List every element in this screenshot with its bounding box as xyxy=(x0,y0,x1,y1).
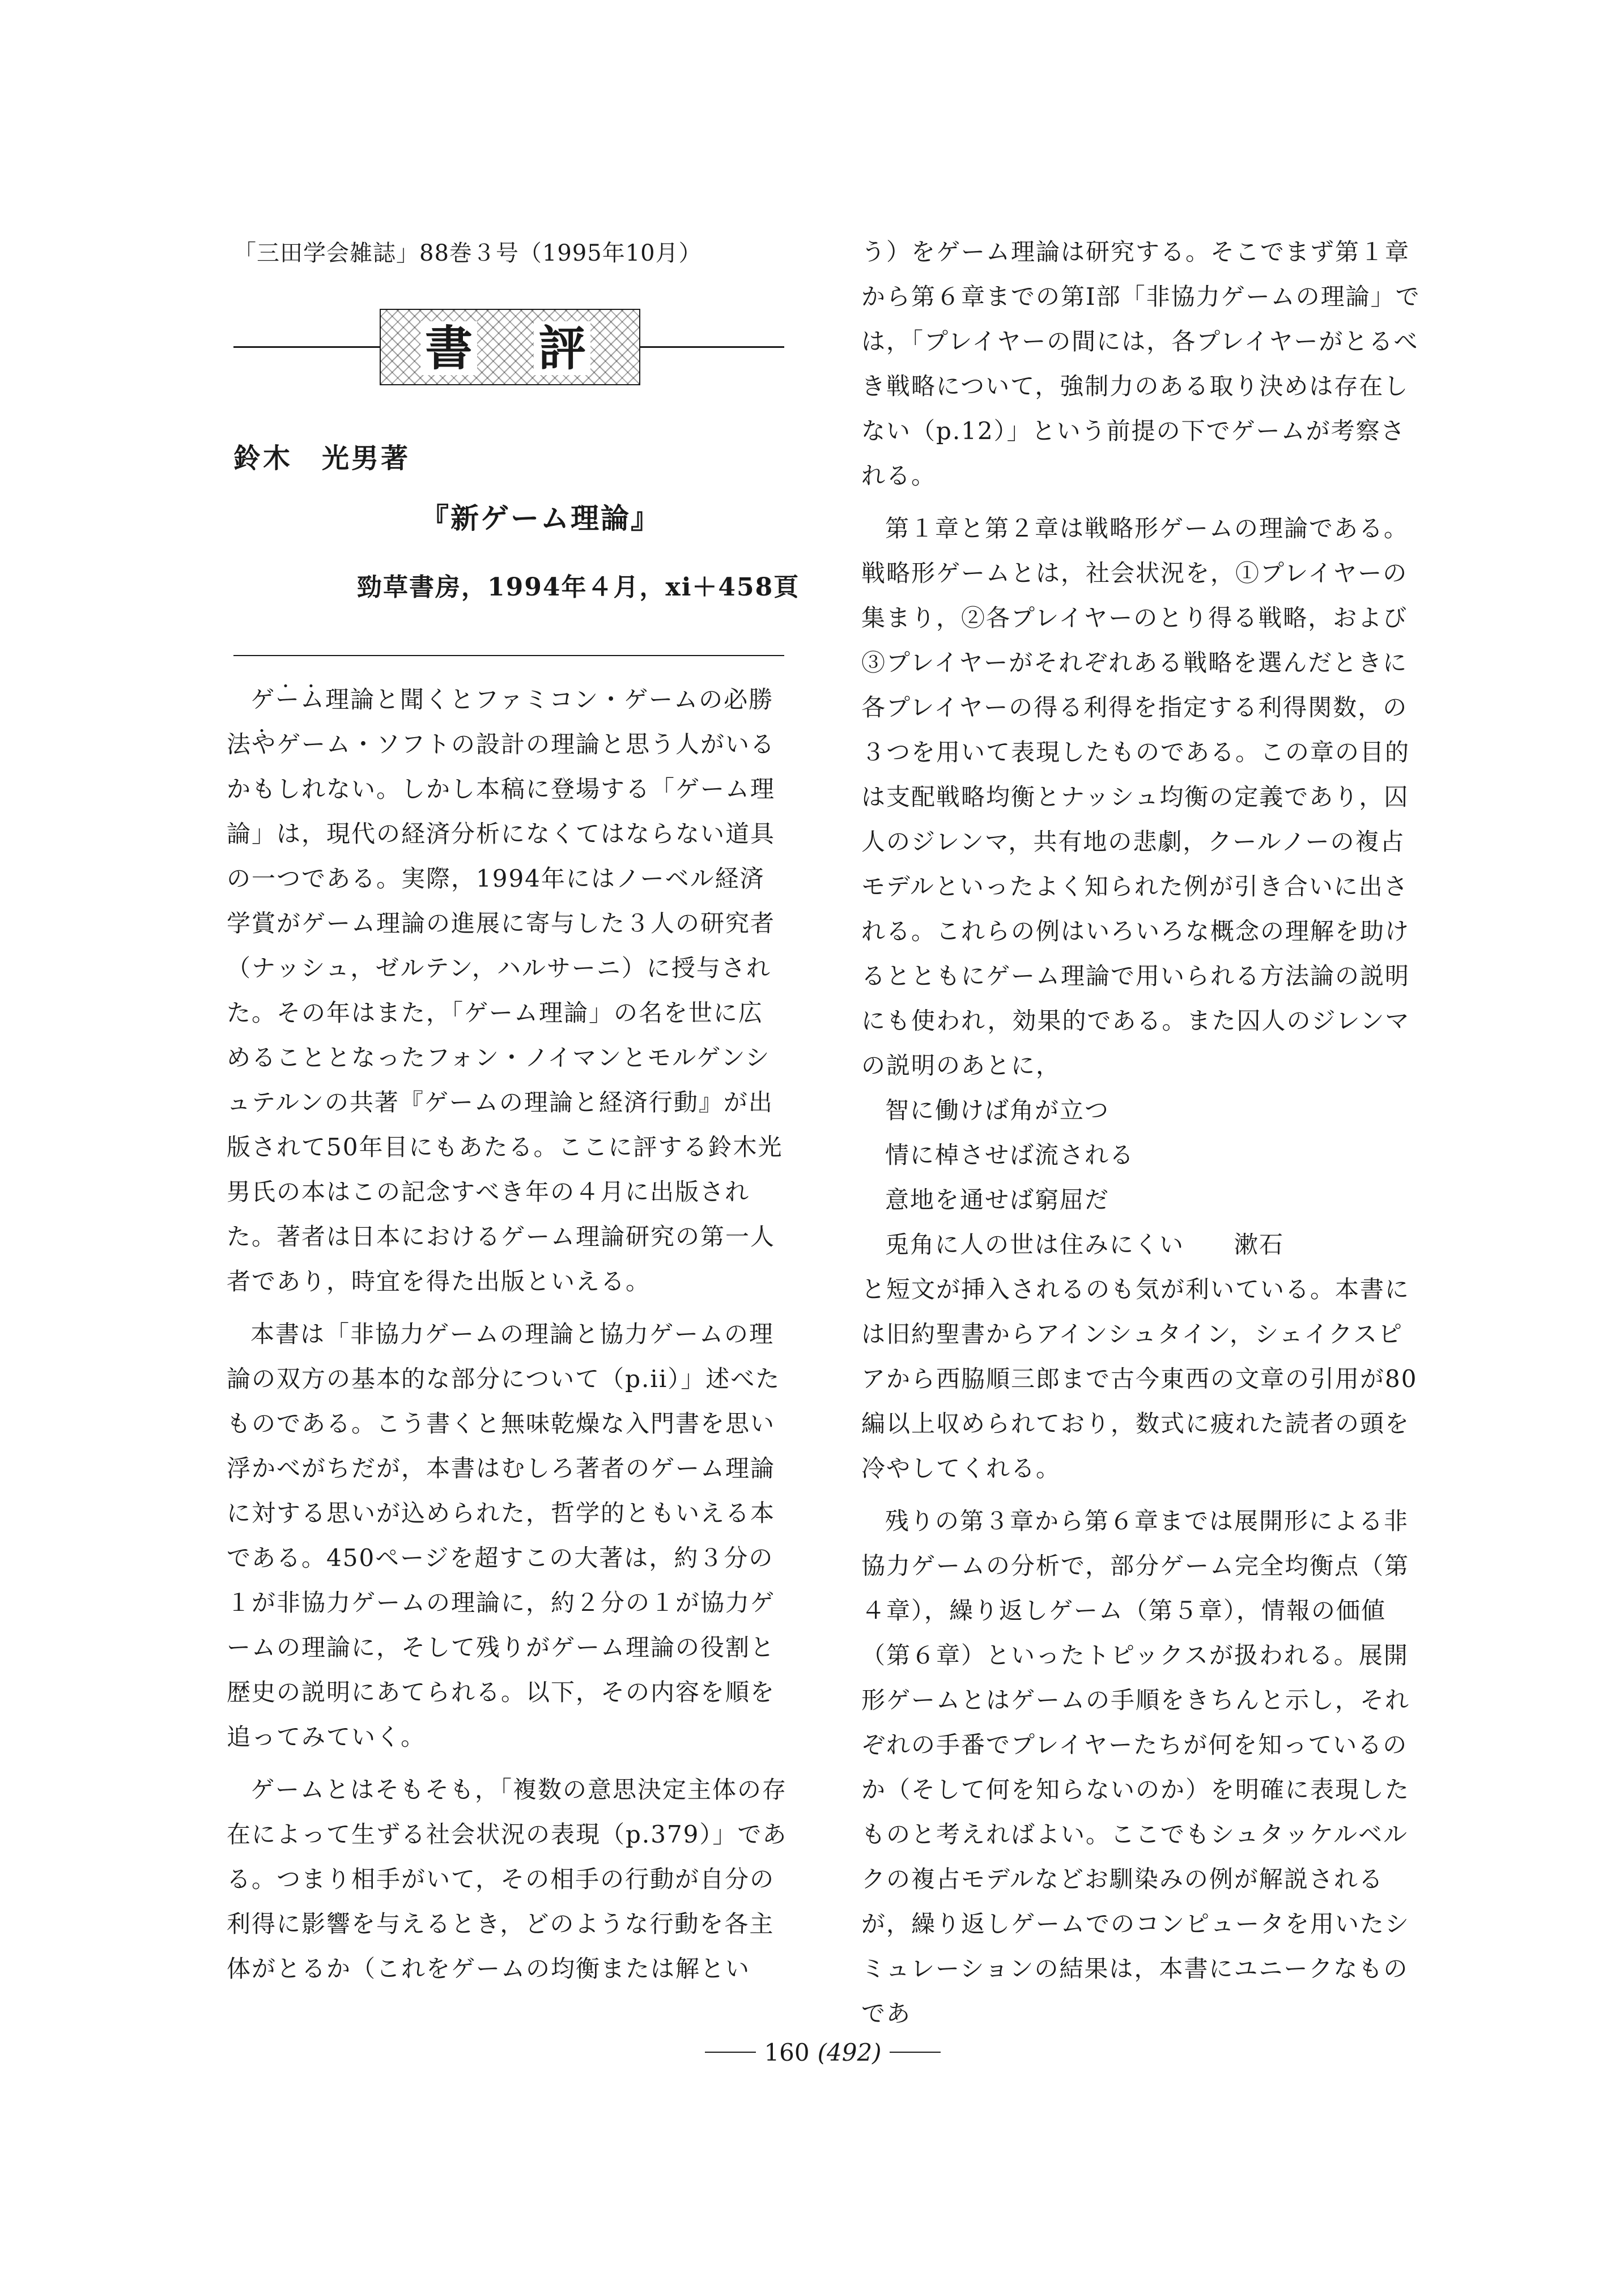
verse-line: 兎角に人の世は住みにくい 漱石 xyxy=(885,1231,1285,1258)
emphasized-word: ・ ・ ・ ゲーム xyxy=(250,686,325,713)
right-column xyxy=(861,229,1422,2036)
verse-line: 意地を通せば窮屈だ xyxy=(885,1186,1110,1214)
paragraph-7: 残りの第３章から第６章までは展開形による非協力ゲームの分析で，部分ゲーム完全均衡点（第４章），繰り返しゲーム（第５章），情報の価値（第６章）といったトピックスが扱われる。展開形ゲームとはゲームの手順をきちんと示し，それぞれの手番でプレイヤーたちが何を知っているのか（そして何を知らないのか）を明確に表現したものと考えればよい。ここでもシュタッケルベルクの複占モデルなどお馴染みの例が解説されるが，繰り返しゲームでのコンピュータを用いたシミュレーションの結果は，本書にユニークなものであ xyxy=(861,1507,1410,2027)
paragraph-6: と短文が挿入されるのも気が利いている。本書には旧約聖書からアインシュタイン，シェイクスピアから西脇順三郎まで古今東西の文章の引用が80編以上収められており，数式に疲れた読者の頭を冷やしてくれる。 xyxy=(861,1275,1418,1482)
heading-rule-right xyxy=(640,346,784,348)
book-title: 『新ゲーム理論』 xyxy=(420,501,661,535)
paragraph-1 xyxy=(227,677,788,1304)
heading-rule-left xyxy=(233,346,380,348)
book-review-heading xyxy=(233,309,784,385)
left-column xyxy=(227,677,788,1991)
page-number xyxy=(698,2035,947,2069)
verse-line: 智に働けば角が立つ xyxy=(885,1096,1110,1124)
paragraph-5: 第１章と第２章は戦略形ゲームの理論である。戦略形ゲームとは，社会状況を，①プレイヤーの集まり，②各プレイヤーのとり得る戦略，および③プレイヤーがそれぞれある戦略を選んだときに各プレイヤーの得る利得を指定する利得関数，の３つを用いて表現したものである。この章の目的は支配戦略均衡とナッシュ均衡の定義であり，囚人のジレンマ，共有地の悲劇，クールノーの複占モデルといったよく知られた例が引き合いに出される。これらの例はいろいろな概念の理解を助けるとともにゲーム理論で用いられる方法論の説明にも使われ，効果的である。また囚人のジレンマの説明のあとに， xyxy=(861,514,1410,1079)
original-page-number: (492) xyxy=(817,2038,882,2066)
verse-line: 情に棹させば流される xyxy=(885,1141,1135,1169)
page-number-dash-left xyxy=(705,2052,756,2053)
page-number-dash-right xyxy=(890,2052,941,2053)
publication-info: 勁草書房，1994年４月，xi＋458頁 xyxy=(357,573,800,602)
paragraph-1-text: 理論と聞くとファミコン・ゲームの必勝法やゲーム・ソフトの設計の理論と思う人がいるかもしれない。しかし本稿に登場する「ゲーム理論」は，現代の経済分析になくてはならない道具の一つである。実際，1994年にはノーベル経済学賞がゲーム理論の進展に寄与した３人の研究者（ナッシュ，ゼルテン，ハルサーニ）に授与された。その年はまた，「ゲーム理論」の名を世に広めることとなったフォン・ノイマンとモルゲンシュテルンの共著『ゲームの理論と経済行動』が出版されて50年目にもあたる。ここに評する鈴木光男氏の本はこの記念すべき年の４月に出版された。著者は日本におけるゲーム理論研究の第一人者であり，時宜を得た出版といえる。 xyxy=(227,686,783,1295)
page-number-value: 160 xyxy=(764,2038,810,2066)
paragraph-4: う）をゲーム理論は研究する。そこでまず第１章から第６章までの第Ⅰ部「非協力ゲームの理論」では，「プレイヤーの間には，各プレイヤーがとるべき戦略について，強制力のある取り決めは存在しない（p.12）」という前提の下でゲームが考察される。 xyxy=(861,238,1421,490)
badge-char-sho: 書 xyxy=(420,321,477,375)
paragraph-3: ゲームとはそもそも，「複数の意思決定主体の存在によって生ずる社会状況の表現（p.379）」である。つまり相手がいて，その相手の行動が自分の利得に影響を与えるとき，どのような行動を各主体がとるか（これをゲームの均衡または解とい xyxy=(227,1776,788,1983)
header-divider xyxy=(233,655,784,656)
book-review-badge xyxy=(380,309,640,385)
paragraph-2: 本書は「非協力ゲームの理論と協力ゲームの理論の双方の基本的な部分について（p.ii）」述べたものである。こう書くと無味乾燥な入門書を思い浮かべがちだが，本書はむしろ著者のゲーム理論に対する思いが込められた，哲学的ともいえる本である。450ページを超すこの大著は，約３分の１が非協力ゲームの理論に，約２分の１が協力ゲームの理論に，そして残りがゲーム理論の役割と歴史の説明にあてられる。以下，その内容を順を追ってみていく。 xyxy=(227,1320,781,1751)
badge-char-hyo: 評 xyxy=(534,321,590,375)
book-author: 鈴木 光男著 xyxy=(233,443,411,474)
journal-reference: 「三田学会雑誌」88巻３号（1995年10月） xyxy=(233,240,702,266)
